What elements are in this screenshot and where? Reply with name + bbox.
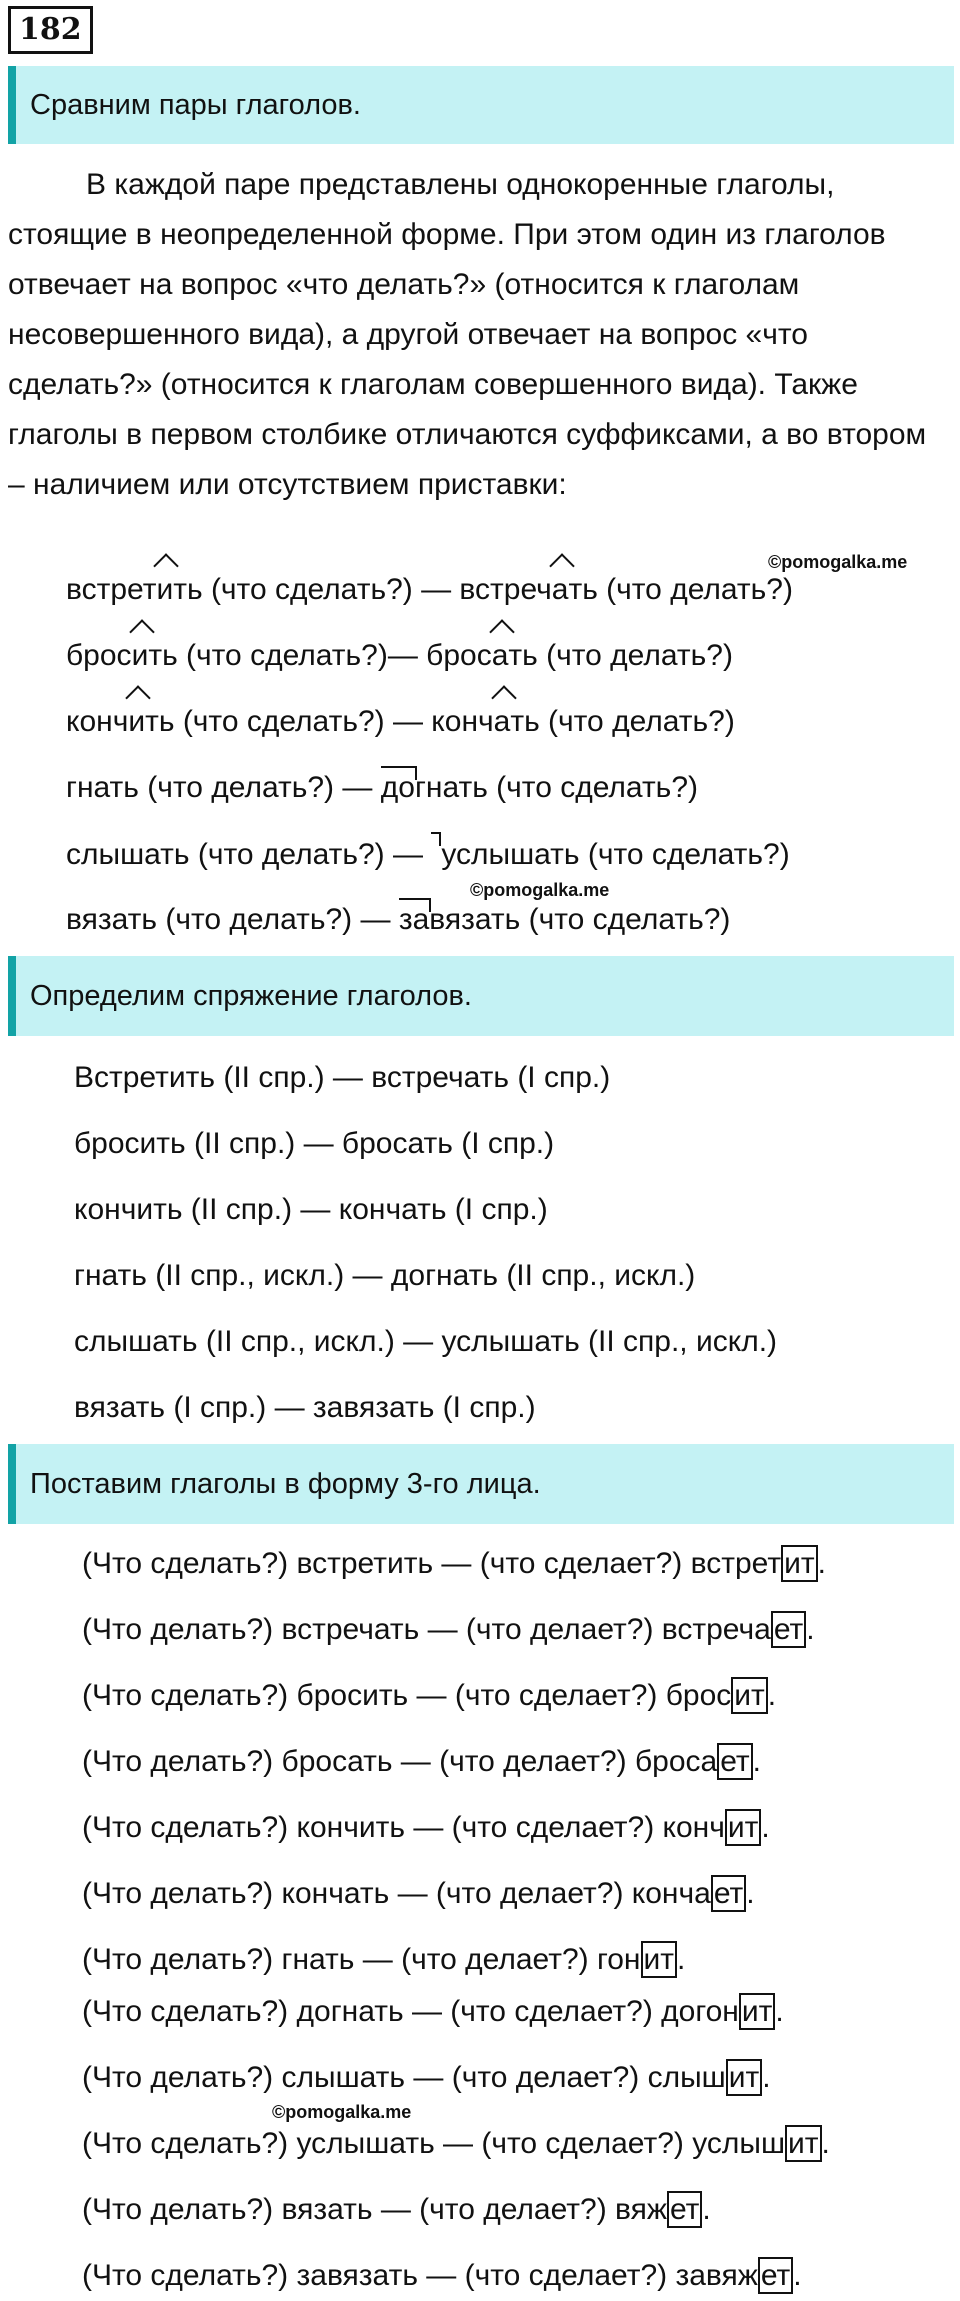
conjugation-line: гнать (II спр., искл.) — догнать (II спр., искл.) — [74, 1259, 696, 1292]
section-heading-conjugation — [8, 956, 954, 1036]
verb-pair: конч ить (что сделать?) — конч ать (что делать?) — [66, 702, 735, 742]
ending-box: ет — [717, 1743, 752, 1780]
verb-form-line: (Что сделать?) кончить — (что сделает?) конч ит . — [82, 1811, 770, 1844]
verb-pair: гнать (что делать?) — догнать (что сделать?) — [66, 768, 698, 808]
verb-form-line: (Что делать?) вязать — (что делает?) вяж ет . — [82, 2193, 711, 2226]
verb-form-line: (Что делать?) кончать — (что делает?) конча ет . — [82, 1877, 755, 1910]
prefix-mark: до — [381, 768, 415, 808]
section-heading-text: Определим спряжение глаголов. — [30, 979, 472, 1012]
verb-form-line: (Что сделать?) встретить — (что сделает?) встрет ит . — [82, 1547, 826, 1580]
verb-form-line: (Что делать?) гнать — (что делает?) гон ит . — [82, 1943, 686, 1976]
section-heading-text: Сравним пары глаголов. — [30, 88, 361, 121]
section-heading-third-person — [8, 1444, 954, 1524]
verb-form-line: (Что сделать?) услышать — (что сделает?) услыш ит . — [82, 2127, 830, 2160]
ending-box: ит — [739, 1993, 776, 2030]
ending-box: ет — [667, 2191, 702, 2228]
conjugation-line: бросить (II спр.) — бросать (I спр.) — [74, 1127, 555, 1160]
verb-form-line: (Что сделать?) бросить — (что сделает?) брос ит . — [82, 1679, 777, 1712]
verb-form-line: (Что сделать?) завязать — (что сделает?) завяж ет . — [82, 2259, 802, 2292]
prefix-mark: за — [399, 900, 429, 940]
verb-form-line: (Что делать?) встречать — (что делает?) встреча ет . — [82, 1613, 815, 1646]
verb-form-line: (Что делать?) слышать — (что делает?) слыш ит . — [82, 2061, 771, 2094]
verb-pair: вязать (что делать?) — завязать (что сделать?) — [66, 900, 730, 940]
ending-box: ит — [781, 1545, 818, 1582]
verb-form-line: (Что делать?) бросать — (что делает?) броса ет . — [82, 1745, 762, 1778]
conjugation-line: кончить (II спр.) — кончать (I спр.) — [74, 1193, 548, 1226]
zero-prefix-mark — [431, 834, 441, 864]
section-heading-text: Поставим глаголы в форму 3-го лица. — [30, 1467, 541, 1500]
watermark: ©pomogalka.me — [470, 880, 610, 900]
ending-box: ит — [731, 1677, 768, 1714]
ending-box: ит — [641, 1941, 678, 1978]
task-number: 182 — [8, 6, 93, 54]
verb-pair: брос ить (что сделать?)— брос ать (что делать?) — [66, 636, 733, 676]
verb-form-line: (Что сделать?) догнать — (что сделает?) догон ит . — [82, 1995, 784, 2028]
ending-box: ет — [758, 2257, 793, 2294]
section-heading-compare — [8, 66, 954, 144]
conjugation-line: вязать (I спр.) — завязать (I спр.) — [74, 1391, 536, 1424]
ending-box: ит — [725, 1809, 762, 1846]
conjugation-line: Встретить (II спр.) — встречать (I спр.) — [74, 1061, 611, 1094]
ending-box: ит — [726, 2059, 763, 2096]
intro-paragraph: В каждой паре представлены однокоренные глаголы, стоящие в неопределенной форме. При этом один из глаголов отвечает на вопрос «что делать?» (относится к глаголам несовершенного вида), а другой отвечает на вопрос «что сделать?» (относится к глаголам совершенного вида). Также глаголы в первом столбике отличаются суффиксами, а во втором – наличием или отсутствием приставки: — [8, 168, 927, 501]
conjugation-line: слышать (II спр., искл.) — услышать (II спр., искл.) — [74, 1325, 778, 1358]
ending-box: ет — [711, 1875, 746, 1912]
verb-pair: встрет ить (что сделать?) — встреч ать (что делать?) — [66, 570, 793, 610]
ending-box: ет — [771, 1611, 806, 1648]
verb-pair: слышать (что делать?) — услышать (что сделать?) — [66, 834, 790, 875]
ending-box: ит — [785, 2125, 822, 2162]
watermark: ©pomogalka.me — [768, 552, 908, 572]
watermark: ©pomogalka.me — [272, 2102, 412, 2122]
